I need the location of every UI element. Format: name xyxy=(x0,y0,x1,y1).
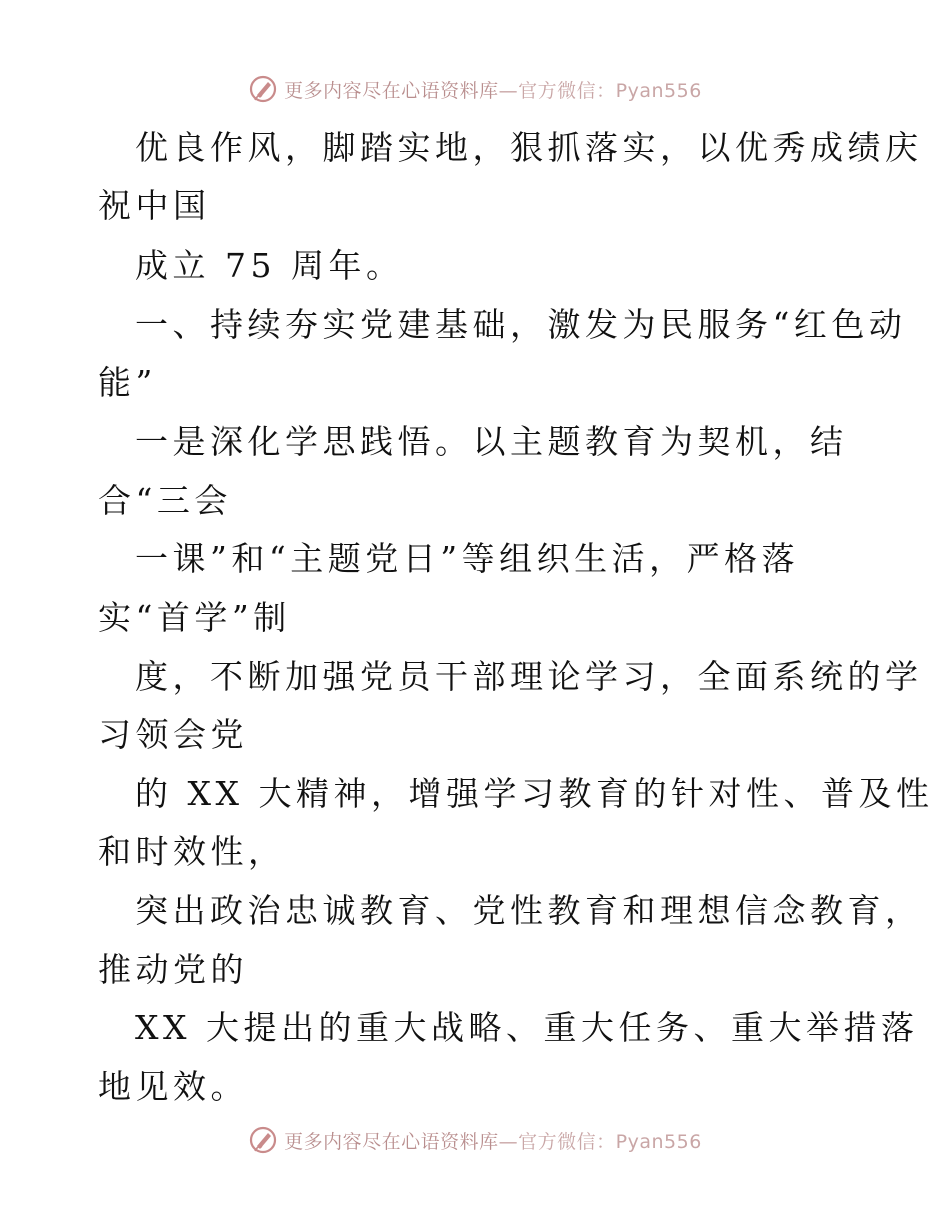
text-line: 度，不断加强党员干部理论学习，全面系统的学 xyxy=(135,657,923,696)
text-line: 地见效。 xyxy=(98,1067,248,1106)
text-line: 祝中国 xyxy=(98,186,211,225)
watermark-separator: — xyxy=(498,79,519,102)
watermark-main: 更多内容尽在心语资料库 xyxy=(284,1130,499,1153)
text-line: 一是深化学思践悟。以主题教育为契机，结 xyxy=(135,422,848,461)
watermark-wechat: 官方微信：Pyan556 xyxy=(518,1130,702,1153)
text-line: 的 XX 大精神，增强学习教育的针对性、普及性 xyxy=(135,774,934,813)
text-line: 突出政治忠诚教育、党性教育和理想信念教育， xyxy=(135,891,923,930)
text-line: 合“三会 xyxy=(98,481,232,520)
text-line: 和时效性， xyxy=(98,832,286,871)
footer-watermark xyxy=(0,1123,950,1157)
text-line: 习领会党 xyxy=(98,715,248,754)
watermark-wechat: 官方微信：Pyan556 xyxy=(518,79,702,102)
text-line: 一、持续夯实党建基础，激发为民服务“红色动 xyxy=(135,305,907,344)
watermark-main: 更多内容尽在心语资料库 xyxy=(284,79,499,102)
pen-logo-icon xyxy=(248,1125,278,1155)
watermark-text xyxy=(284,1127,702,1154)
text-line: 推动党的 xyxy=(98,950,248,989)
text-line: 优良作风，脚踏实地，狠抓落实，以优秀成绩庆 xyxy=(135,128,923,167)
text-line: 成立 75 周年。 xyxy=(135,246,404,285)
watermark-separator: — xyxy=(498,1130,519,1153)
text-line: 能” xyxy=(98,363,157,402)
text-line: 实“首学”制 xyxy=(98,598,291,637)
text-line: XX 大提出的重大战略、重大任务、重大举措落 xyxy=(135,1008,919,1047)
text-line: 一课”和“主题党日”等组织生活，严格落 xyxy=(135,539,800,578)
